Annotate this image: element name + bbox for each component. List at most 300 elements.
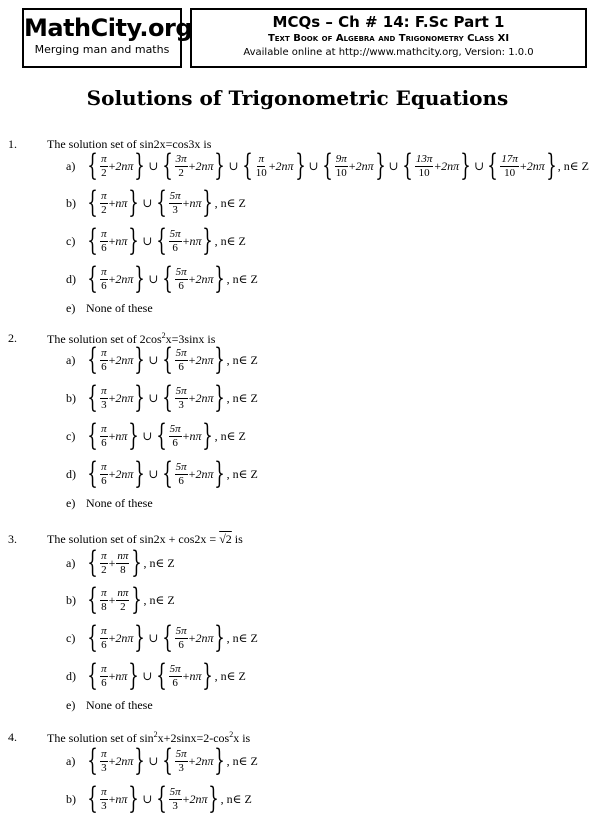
fraction bbox=[169, 663, 182, 690]
denominator: 10 bbox=[255, 166, 267, 179]
numerator: π bbox=[101, 346, 107, 359]
answer-option[interactable] bbox=[66, 697, 153, 713]
union-symbol: ∪ bbox=[148, 158, 159, 173]
open-brace: { bbox=[155, 223, 167, 258]
plus-sign: + bbox=[108, 233, 116, 248]
denominator: 3 bbox=[101, 761, 107, 774]
term: 2nπ bbox=[189, 791, 208, 806]
question-number: 4. bbox=[8, 730, 17, 744]
denominator: 6 bbox=[101, 676, 107, 689]
close-brace: } bbox=[134, 456, 146, 491]
option-label: c) bbox=[66, 428, 76, 443]
denominator: 6 bbox=[172, 676, 178, 689]
question-text-part: x+2sinx=2-cos bbox=[157, 731, 230, 745]
close-brace: } bbox=[214, 148, 226, 183]
open-brace: { bbox=[87, 223, 98, 258]
close-brace: } bbox=[128, 418, 140, 453]
numerator: 5π bbox=[175, 747, 187, 760]
open-brace: { bbox=[155, 658, 167, 693]
fraction bbox=[100, 266, 108, 293]
numerator: π bbox=[101, 384, 107, 397]
denominator: 3 bbox=[172, 799, 178, 812]
close-brace: } bbox=[374, 148, 386, 183]
fraction bbox=[169, 190, 182, 217]
question-text: The solution set of sin2x=cos3x is bbox=[47, 137, 212, 151]
plus-sign: + bbox=[108, 466, 116, 481]
union-symbol: ∪ bbox=[142, 233, 153, 248]
plus-sign: + bbox=[108, 668, 116, 683]
plus-sign: + bbox=[188, 271, 196, 286]
plus-sign: + bbox=[108, 390, 116, 405]
option-text: None of these bbox=[86, 697, 153, 712]
close-brace: } bbox=[134, 342, 146, 377]
close-brace: } bbox=[128, 658, 140, 693]
superscript: 2 bbox=[161, 331, 166, 340]
numerator: nπ bbox=[117, 586, 129, 599]
option-label: e) bbox=[66, 495, 76, 510]
union-symbol: ∪ bbox=[148, 271, 159, 286]
denominator: 3 bbox=[172, 203, 178, 216]
close-brace: } bbox=[134, 620, 146, 655]
numerator: 5π bbox=[175, 460, 187, 473]
numerator: π bbox=[101, 422, 107, 435]
math-expression bbox=[86, 342, 258, 377]
close-brace: } bbox=[214, 620, 226, 655]
denominator: 10 bbox=[335, 166, 347, 179]
fraction bbox=[100, 190, 108, 217]
open-brace: { bbox=[161, 148, 173, 183]
logo-tagline: Merging man and maths bbox=[34, 43, 170, 56]
logo-title: MathCity.org bbox=[24, 14, 193, 42]
term: 2nπ bbox=[195, 753, 214, 768]
numerator: 5π bbox=[175, 624, 187, 637]
denominator: 6 bbox=[178, 638, 184, 651]
open-brace: { bbox=[402, 148, 413, 183]
plus-sign: + bbox=[182, 233, 190, 248]
answer-option[interactable] bbox=[66, 546, 175, 580]
numerator: π bbox=[101, 460, 107, 473]
fraction bbox=[175, 748, 188, 775]
term: 2nπ bbox=[195, 630, 214, 645]
math-expression bbox=[86, 223, 246, 258]
numerator: π bbox=[101, 227, 107, 240]
plus-sign: + bbox=[108, 271, 116, 286]
open-brace: { bbox=[161, 380, 173, 415]
term: 2nπ bbox=[115, 390, 134, 405]
term: nπ bbox=[189, 233, 202, 248]
denominator: 2 bbox=[120, 600, 126, 613]
fraction bbox=[175, 266, 188, 293]
answer-option[interactable] bbox=[66, 457, 258, 491]
fraction bbox=[100, 153, 108, 180]
fraction bbox=[100, 385, 108, 412]
numerator: π bbox=[101, 189, 107, 202]
open-brace: { bbox=[87, 658, 98, 693]
numerator: 5π bbox=[175, 265, 187, 278]
fraction bbox=[175, 153, 188, 180]
numerator: π bbox=[258, 152, 264, 165]
union-symbol: ∪ bbox=[142, 791, 153, 806]
math-expression bbox=[86, 148, 590, 183]
numerator: 5π bbox=[175, 346, 187, 359]
question-number: 3. bbox=[8, 532, 17, 546]
open-brace: { bbox=[87, 261, 98, 296]
question-text-part: x is bbox=[233, 731, 251, 745]
plus-sign: + bbox=[188, 753, 196, 768]
term: 2nπ bbox=[195, 390, 214, 405]
open-brace: { bbox=[87, 380, 98, 415]
option-text: None of these bbox=[86, 495, 153, 510]
math-expression bbox=[86, 380, 258, 415]
answer-option[interactable] bbox=[66, 343, 258, 377]
answer-option[interactable] bbox=[66, 186, 246, 220]
close-brace: } bbox=[294, 148, 306, 183]
denominator: 3 bbox=[101, 398, 107, 411]
option-label: b) bbox=[66, 390, 76, 405]
option-label: a) bbox=[66, 352, 76, 367]
set-qualifier: , n∈ Z bbox=[226, 352, 258, 367]
term: 2nπ bbox=[195, 466, 214, 481]
answer-option[interactable] bbox=[66, 419, 246, 453]
answer-option[interactable] bbox=[66, 659, 246, 693]
term: nπ bbox=[189, 195, 202, 210]
denominator: 2 bbox=[101, 563, 107, 576]
open-brace: { bbox=[161, 743, 173, 778]
term: 2nπ bbox=[115, 158, 134, 173]
numerator: 17π bbox=[501, 152, 518, 165]
fraction bbox=[100, 461, 108, 488]
union-symbol: ∪ bbox=[142, 195, 153, 210]
close-brace: } bbox=[202, 185, 214, 220]
fraction bbox=[169, 786, 182, 813]
close-brace: } bbox=[214, 261, 226, 296]
union-symbol: ∪ bbox=[142, 668, 153, 683]
plus-sign: + bbox=[108, 158, 116, 173]
numerator: 5π bbox=[169, 227, 181, 240]
question-text-part: is bbox=[231, 532, 243, 546]
fraction bbox=[100, 748, 108, 775]
fraction bbox=[100, 228, 108, 255]
numerator: 5π bbox=[169, 785, 181, 798]
plus-sign: + bbox=[188, 390, 196, 405]
option-label: d) bbox=[66, 271, 76, 286]
term: 2nπ bbox=[115, 352, 134, 367]
plus-sign: + bbox=[108, 791, 116, 806]
union-symbol: ∪ bbox=[148, 630, 159, 645]
open-brace: { bbox=[155, 185, 167, 220]
set-qualifier: , n∈ Z bbox=[214, 428, 246, 443]
superscript: 2 bbox=[229, 730, 234, 739]
plus-sign: + bbox=[108, 630, 116, 645]
fraction bbox=[335, 153, 348, 180]
header-subtitle: Text Book of Algebra and Trigonometry Class XI bbox=[267, 33, 510, 44]
union-symbol: ∪ bbox=[308, 158, 319, 173]
plus-sign: + bbox=[188, 466, 196, 481]
denominator: 6 bbox=[178, 474, 184, 487]
close-brace: } bbox=[202, 658, 214, 693]
numerator: 5π bbox=[169, 662, 181, 675]
union-symbol: ∪ bbox=[142, 428, 153, 443]
union-symbol: ∪ bbox=[148, 466, 159, 481]
fraction bbox=[175, 385, 188, 412]
set-qualifier: , n∈ Z bbox=[214, 668, 246, 683]
fraction bbox=[100, 625, 108, 652]
denominator: 3 bbox=[101, 799, 107, 812]
denominator: 10 bbox=[418, 166, 430, 179]
superscript: 2 bbox=[153, 730, 158, 739]
term: 2nπ bbox=[195, 352, 214, 367]
fraction bbox=[100, 550, 108, 577]
close-brace: } bbox=[202, 418, 214, 453]
denominator: 6 bbox=[172, 241, 178, 254]
denominator: 8 bbox=[120, 563, 126, 576]
math-expression bbox=[86, 418, 246, 453]
denominator: 6 bbox=[101, 638, 107, 651]
open-brace: { bbox=[87, 185, 98, 220]
answer-option[interactable] bbox=[66, 583, 175, 617]
set-qualifier: , n∈ Z bbox=[143, 555, 175, 570]
union-symbol: ∪ bbox=[228, 158, 239, 173]
open-brace: { bbox=[87, 418, 98, 453]
numerator: π bbox=[101, 586, 107, 599]
fraction bbox=[175, 461, 188, 488]
answer-option[interactable] bbox=[66, 621, 258, 655]
header-info bbox=[190, 8, 587, 68]
math-expression bbox=[86, 781, 252, 816]
plus-sign: + bbox=[108, 195, 116, 210]
square-root: √2 bbox=[219, 532, 232, 546]
term: 2nπ bbox=[115, 271, 134, 286]
fraction bbox=[169, 228, 182, 255]
term: nπ bbox=[115, 428, 128, 443]
denominator: 2 bbox=[178, 166, 184, 179]
option-label: d) bbox=[66, 668, 76, 683]
option-label: b) bbox=[66, 592, 76, 607]
math-expression bbox=[86, 698, 153, 713]
union-symbol: ∪ bbox=[474, 158, 485, 173]
term: 2nπ bbox=[355, 158, 374, 173]
term: 2nπ bbox=[275, 158, 294, 173]
header-availability: Available online at http://www.mathcity.org, Version: 1.0.0 bbox=[243, 47, 534, 58]
fraction bbox=[175, 625, 188, 652]
answer-option[interactable] bbox=[66, 262, 258, 296]
term: 2nπ bbox=[441, 158, 460, 173]
answer-option[interactable] bbox=[66, 381, 258, 415]
term: 2nπ bbox=[115, 630, 134, 645]
answer-option[interactable] bbox=[66, 495, 153, 511]
denominator: 6 bbox=[101, 279, 107, 292]
term: 2nπ bbox=[526, 158, 545, 173]
union-symbol: ∪ bbox=[148, 390, 159, 405]
denominator: 6 bbox=[178, 360, 184, 373]
numerator: π bbox=[101, 785, 107, 798]
close-brace: } bbox=[128, 223, 140, 258]
numerator: 5π bbox=[169, 189, 181, 202]
denominator: 6 bbox=[178, 279, 184, 292]
term: nπ bbox=[115, 233, 128, 248]
numerator: 5π bbox=[175, 384, 187, 397]
logo[interactable] bbox=[22, 8, 193, 68]
plus-sign: + bbox=[108, 753, 116, 768]
denominator: 3 bbox=[178, 398, 184, 411]
numerator: nπ bbox=[117, 549, 129, 562]
option-label: b) bbox=[66, 791, 76, 806]
term: nπ bbox=[115, 195, 128, 210]
math-expression bbox=[86, 582, 175, 617]
answer-option[interactable] bbox=[66, 224, 246, 258]
question-text-part: The solution set of 2cos bbox=[47, 332, 162, 346]
close-brace: } bbox=[134, 380, 146, 415]
union-symbol: ∪ bbox=[148, 753, 159, 768]
denominator: 8 bbox=[101, 600, 107, 613]
denominator: 6 bbox=[172, 436, 178, 449]
header-title: MCQs – Ch # 14: F.Sc Part 1 bbox=[272, 13, 505, 31]
plus-sign: + bbox=[108, 555, 116, 570]
plus-sign: + bbox=[434, 158, 442, 173]
question-text bbox=[47, 532, 243, 547]
denominator: 10 bbox=[504, 166, 516, 179]
math-expression bbox=[86, 545, 175, 580]
open-brace: { bbox=[155, 418, 167, 453]
open-brace: { bbox=[87, 342, 98, 377]
numerator: 13π bbox=[415, 152, 433, 165]
answer-option[interactable] bbox=[66, 300, 153, 316]
option-label: e) bbox=[66, 300, 76, 315]
option-text: None of these bbox=[86, 300, 153, 315]
term: 2nπ bbox=[115, 753, 134, 768]
close-brace: } bbox=[214, 380, 226, 415]
fraction bbox=[100, 786, 108, 813]
plus-sign: + bbox=[519, 158, 527, 173]
open-brace: { bbox=[161, 620, 173, 655]
numerator: 3π bbox=[175, 152, 187, 165]
option-label: c) bbox=[66, 233, 76, 248]
math-expression bbox=[86, 185, 246, 220]
option-label: e) bbox=[66, 697, 76, 712]
set-qualifier: , n∈ Z bbox=[214, 233, 246, 248]
term: nπ bbox=[115, 668, 128, 683]
fraction bbox=[100, 347, 108, 374]
fraction bbox=[116, 550, 129, 577]
denominator: 6 bbox=[101, 360, 107, 373]
numerator: π bbox=[101, 624, 107, 637]
option-label: c) bbox=[66, 630, 76, 645]
denominator: 2 bbox=[101, 203, 107, 216]
close-brace: } bbox=[131, 545, 143, 580]
close-brace: } bbox=[208, 781, 220, 816]
numerator: π bbox=[101, 549, 107, 562]
close-brace: } bbox=[131, 582, 143, 617]
plus-sign: + bbox=[268, 158, 276, 173]
open-brace: { bbox=[87, 456, 98, 491]
set-qualifier: , n∈ Z bbox=[226, 271, 258, 286]
close-brace: } bbox=[214, 456, 226, 491]
question-text-part: The solution set of sin2x + cos2x = bbox=[47, 532, 220, 546]
close-brace: } bbox=[460, 148, 471, 183]
numerator: π bbox=[101, 152, 107, 165]
term: 2nπ bbox=[195, 271, 214, 286]
option-label: d) bbox=[66, 466, 76, 481]
option-label: a) bbox=[66, 158, 76, 173]
numerator: 5π bbox=[169, 422, 181, 435]
close-brace: } bbox=[134, 743, 146, 778]
denominator: 3 bbox=[178, 761, 184, 774]
math-expression bbox=[86, 496, 153, 511]
close-brace: } bbox=[134, 261, 146, 296]
set-qualifier: , n∈ Z bbox=[226, 753, 258, 768]
question-text-part: x=3sinx is bbox=[165, 332, 216, 346]
numerator: π bbox=[101, 747, 107, 760]
close-brace: } bbox=[134, 148, 146, 183]
open-brace: { bbox=[87, 620, 98, 655]
option-label: a) bbox=[66, 555, 76, 570]
plus-sign: + bbox=[108, 352, 116, 367]
denominator: 6 bbox=[101, 436, 107, 449]
math-expression bbox=[86, 620, 258, 655]
union-symbol: ∪ bbox=[148, 352, 159, 367]
open-brace: { bbox=[87, 743, 98, 778]
term: 2nπ bbox=[195, 158, 214, 173]
answer-option[interactable] bbox=[66, 744, 258, 778]
plus-sign: + bbox=[188, 352, 196, 367]
set-qualifier: , n∈ Z bbox=[226, 630, 258, 645]
answer-option[interactable] bbox=[66, 149, 589, 183]
denominator: 6 bbox=[101, 474, 107, 487]
numerator: π bbox=[101, 265, 107, 278]
plus-sign: + bbox=[182, 791, 190, 806]
denominator: 2 bbox=[101, 166, 107, 179]
close-brace: } bbox=[214, 342, 226, 377]
open-brace: { bbox=[161, 261, 173, 296]
plus-sign: + bbox=[188, 158, 196, 173]
fraction bbox=[500, 153, 519, 180]
fraction bbox=[100, 663, 108, 690]
fraction bbox=[175, 347, 188, 374]
answer-option[interactable] bbox=[66, 782, 252, 816]
plus-sign: + bbox=[348, 158, 356, 173]
term: nπ bbox=[189, 428, 202, 443]
question-text-part: The solution set of sin bbox=[47, 731, 154, 745]
plus-sign: + bbox=[182, 428, 190, 443]
term: nπ bbox=[115, 791, 128, 806]
term: nπ bbox=[189, 668, 202, 683]
numerator: 9π bbox=[335, 152, 347, 165]
fraction bbox=[415, 153, 434, 180]
plus-sign: + bbox=[108, 428, 116, 443]
math-expression bbox=[86, 301, 153, 316]
close-brace: } bbox=[128, 185, 140, 220]
set-qualifier: , n∈ Z bbox=[214, 195, 246, 210]
close-brace: } bbox=[214, 743, 226, 778]
close-brace: } bbox=[128, 781, 140, 816]
plus-sign: + bbox=[182, 668, 190, 683]
open-brace: { bbox=[161, 456, 173, 491]
set-qualifier: , n∈ Z bbox=[226, 466, 258, 481]
set-qualifier: , n∈ Z bbox=[226, 390, 258, 405]
union-symbol: ∪ bbox=[388, 158, 399, 173]
option-label: a) bbox=[66, 753, 76, 768]
open-brace: { bbox=[87, 148, 98, 183]
math-expression bbox=[86, 456, 258, 491]
set-qualifier: , n∈ Z bbox=[220, 791, 252, 806]
set-qualifier: , n∈ Z bbox=[143, 592, 175, 607]
fraction bbox=[100, 423, 108, 450]
close-brace: } bbox=[202, 223, 214, 258]
option-label: b) bbox=[66, 195, 76, 210]
fraction bbox=[100, 587, 108, 614]
question-number: 2. bbox=[8, 331, 17, 345]
open-brace: { bbox=[87, 545, 98, 580]
